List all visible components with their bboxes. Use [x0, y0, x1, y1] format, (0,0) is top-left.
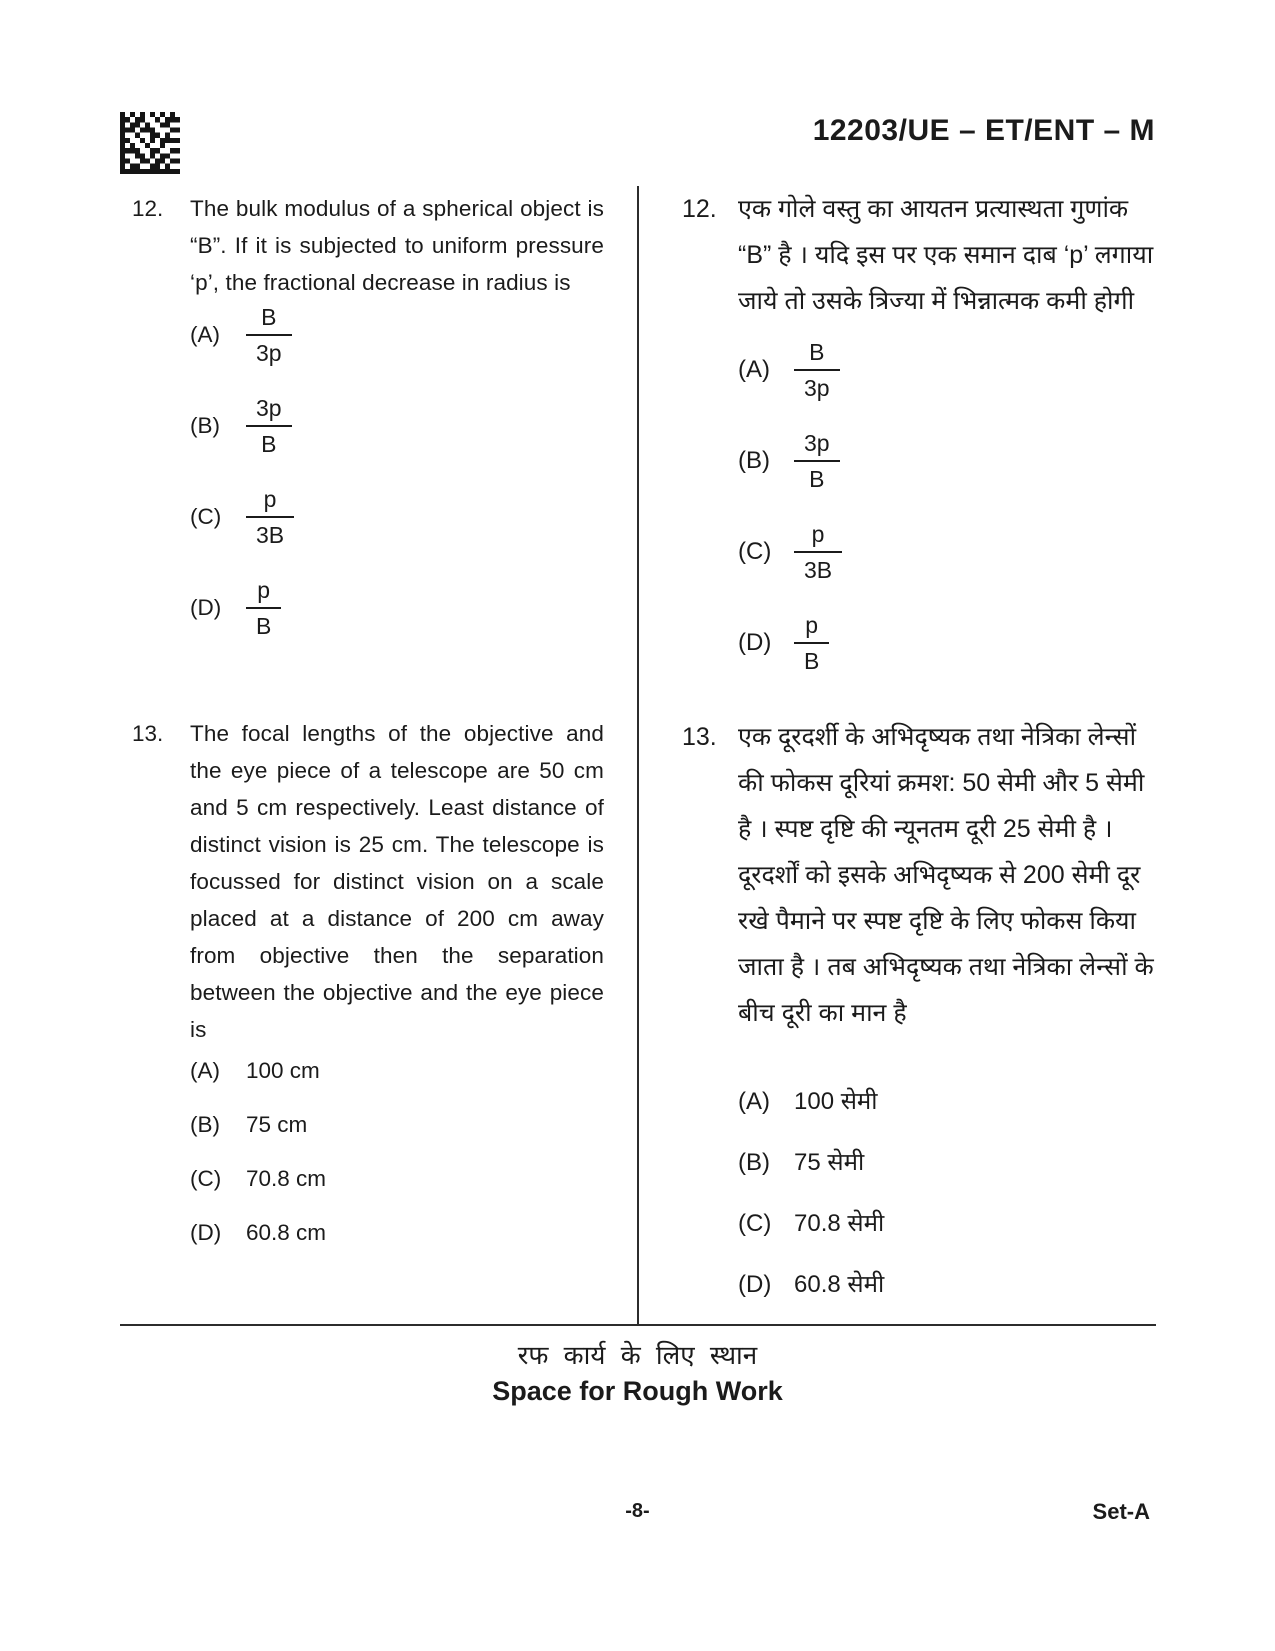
- option-row-c: [190, 1166, 604, 1192]
- question-body: [738, 714, 1155, 1300]
- option-label: (C): [738, 538, 772, 565]
- option-value: 100 cm: [246, 1058, 320, 1083]
- paper-code-title: 12203/UE – ET/ENT – M: [812, 114, 1155, 147]
- option-label: (A): [738, 1088, 770, 1115]
- question-body: [190, 190, 604, 640]
- option-label: (B): [738, 1149, 770, 1176]
- fraction-denominator: B: [261, 431, 277, 457]
- option-row-a: [190, 303, 604, 367]
- fraction-denominator: B: [804, 648, 820, 674]
- fraction-denominator: 3B: [804, 557, 833, 583]
- option-row-a: [738, 1084, 1155, 1117]
- fraction: [246, 485, 294, 549]
- option-row-d: [190, 1220, 604, 1246]
- question-number: 12.: [132, 196, 164, 221]
- fraction: [794, 520, 842, 584]
- option-row-d: [738, 611, 1155, 675]
- fraction-denominator: B: [809, 466, 825, 492]
- fraction: [246, 394, 292, 458]
- fraction: [794, 611, 829, 675]
- question-text: The bulk modulus of a spherical object is “B”. If it is subjected to uniform pressure ‘p’, the fractional decrease in radius is: [190, 196, 604, 295]
- fraction-numerator: 3p: [246, 394, 292, 427]
- option-value: 60.8 cm: [246, 1220, 327, 1245]
- question-text: एक दूरदर्शी के अभिदृष्यक तथा नेत्रिका लेन्सों की फोकस दूरियां क्रमश: 50 सेमी और 5 सेमी है । स्पष्ट दृष्टि की न्यूनतम दूरी 25 सेमी है । दूरदर्शों को इसके अभिदृष्यक से 200 सेमी दूर रखे पैमाने पर स्पष्ट दृष्टि के लिए फोकस किया जाता है । तब अभिदृष्यक तथा नेत्रिका लेन्सों के बीच दूरी का मान है: [738, 723, 1154, 1027]
- fraction-numerator: B: [794, 338, 840, 371]
- question-number: 12.: [682, 195, 717, 223]
- option-row-c: [738, 1206, 1155, 1239]
- option-value: 75 सेमी: [794, 1149, 865, 1176]
- option-row-b: [738, 429, 1155, 493]
- question-text: The focal lengths of the objective and the eye piece of a telescope are 50 cm and 5 cm respectively. Least distance of distinct vision is 25 cm. The telescope is focussed for distinct vision on a scale placed at a distance of 200 cm away from objective then the separation between the objective and the eye piece is: [190, 721, 604, 1042]
- options-list: [738, 1084, 1155, 1300]
- set-label: Set-A: [1092, 1499, 1150, 1524]
- fraction-denominator: B: [256, 613, 272, 639]
- column-divider-line: [637, 186, 639, 1324]
- option-row-b: [190, 394, 604, 458]
- fraction-denominator: 3p: [804, 375, 830, 401]
- question-number: 13.: [132, 721, 164, 746]
- option-label: (A): [190, 1058, 220, 1083]
- option-label: (B): [738, 447, 770, 474]
- option-row-c: [190, 485, 604, 549]
- fraction: [246, 576, 281, 640]
- page-number: -8-: [625, 1500, 650, 1522]
- question-body: [190, 715, 604, 1246]
- question-13-hindi: [682, 714, 1155, 1300]
- question-number: 13.: [682, 723, 717, 751]
- fraction-numerator: B: [246, 303, 292, 336]
- fraction-numerator: 3p: [794, 429, 840, 462]
- fraction-denominator: 3B: [256, 522, 285, 548]
- option-label: (B): [190, 1112, 220, 1137]
- options-list: [190, 1058, 604, 1246]
- option-value: 60.8 सेमी: [794, 1271, 885, 1298]
- option-label: (C): [190, 1166, 222, 1191]
- option-value: 70.8 cm: [246, 1166, 327, 1191]
- option-value: 100 सेमी: [794, 1088, 878, 1115]
- rough-work-separator-line: [120, 1324, 1156, 1326]
- fraction: [246, 303, 292, 367]
- fraction-numerator: p: [246, 576, 281, 609]
- fraction: [794, 429, 840, 493]
- question-12-hindi: [682, 186, 1155, 675]
- option-row-a: [738, 338, 1155, 402]
- option-label: (B): [190, 413, 220, 438]
- fraction-numerator: p: [246, 485, 294, 518]
- question-body: [738, 186, 1155, 675]
- fraction-numerator: p: [794, 611, 829, 644]
- question-13-english: [132, 715, 604, 1246]
- fraction: [794, 338, 840, 402]
- rough-work-label-english: Space for Rough Work: [492, 1376, 783, 1406]
- rough-work-label-hindi: रफ कार्य के लिए स्थान: [517, 1340, 758, 1370]
- option-row-d: [738, 1267, 1155, 1300]
- option-label: (D): [738, 629, 772, 656]
- fraction-denominator: 3p: [256, 340, 282, 366]
- option-label: (D): [190, 1220, 222, 1245]
- option-label: (C): [190, 504, 222, 529]
- question-12-english: [132, 190, 604, 640]
- datamatrix-barcode-svg: [120, 112, 180, 174]
- option-row-c: [738, 520, 1155, 584]
- option-label: (D): [738, 1271, 772, 1298]
- option-value: 75 cm: [246, 1112, 308, 1137]
- option-label: (A): [738, 356, 770, 383]
- option-row-b: [738, 1145, 1155, 1178]
- option-label: (A): [190, 322, 220, 347]
- option-row-b: [190, 1112, 604, 1138]
- fraction-numerator: p: [794, 520, 842, 553]
- option-row-a: [190, 1058, 604, 1084]
- option-label: (D): [190, 595, 222, 620]
- question-text: एक गोले वस्तु का आयतन प्रत्यास्थता गुणांक “B” है । यदि इस पर एक समान दाब ‘p’ लगाया जाये तो उसके त्रिज्या में भिन्नात्मक कमी होगी: [738, 195, 1154, 315]
- option-row-d: [190, 576, 604, 640]
- datamatrix-barcode-icon: [120, 112, 180, 174]
- option-value: 70.8 सेमी: [794, 1210, 885, 1237]
- option-label: (C): [738, 1210, 772, 1237]
- options-list: [738, 338, 1155, 675]
- options-list: [190, 303, 604, 640]
